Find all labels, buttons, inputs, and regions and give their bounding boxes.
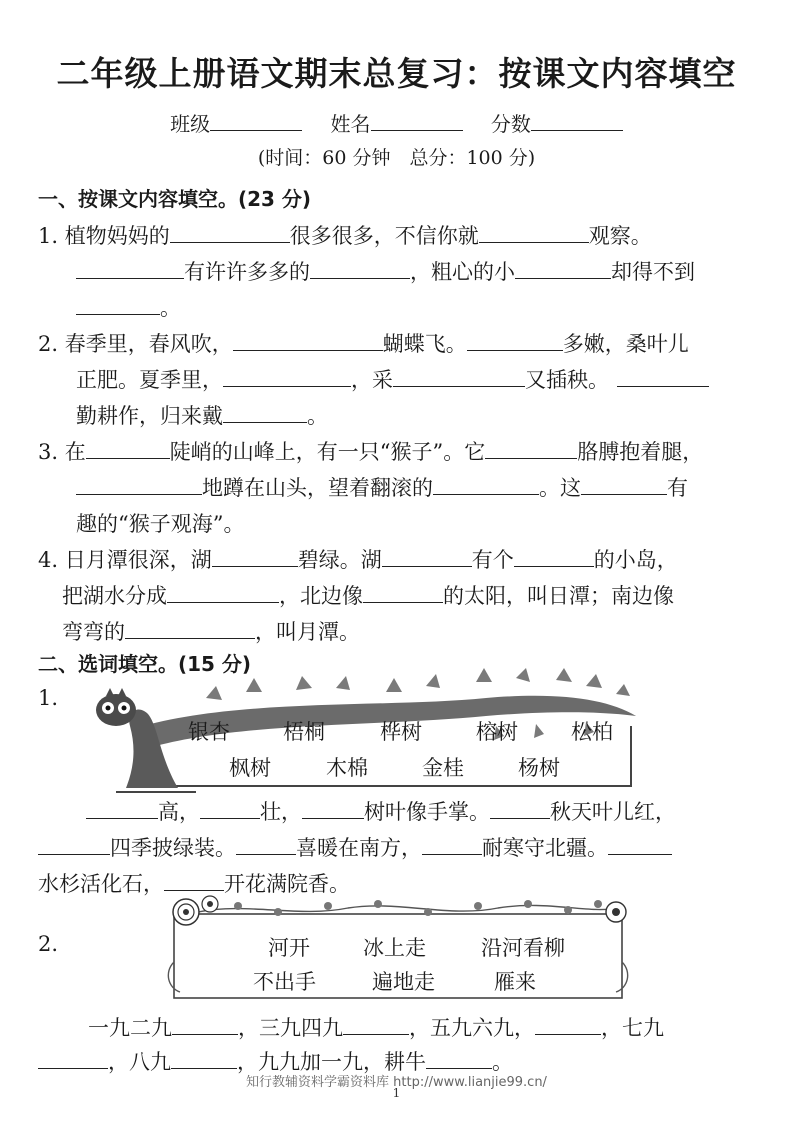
word-option[interactable]: 枫树 bbox=[229, 756, 271, 780]
fill-blank[interactable] bbox=[514, 546, 594, 567]
text: 却得不到 bbox=[611, 260, 695, 284]
fill-blank[interactable] bbox=[76, 258, 184, 279]
page-number: 1 bbox=[392, 1086, 401, 1100]
fill-blank[interactable] bbox=[490, 798, 550, 819]
text: ，采 bbox=[351, 368, 393, 392]
proverb-word-options bbox=[0, 932, 793, 992]
word-option[interactable]: 银杏 bbox=[188, 720, 230, 744]
q4-line1 bbox=[38, 544, 678, 574]
fill-blank[interactable] bbox=[170, 222, 290, 243]
fill-blank[interactable] bbox=[223, 402, 307, 423]
text: ，七九 bbox=[601, 1016, 664, 1040]
text: 碧绿。湖 bbox=[297, 548, 382, 572]
fill-blank[interactable] bbox=[164, 870, 224, 891]
fill-blank[interactable] bbox=[479, 222, 589, 243]
text: 地蹲在山头，望着翻滚的 bbox=[202, 476, 433, 500]
fill-blank[interactable] bbox=[236, 834, 296, 855]
s2-q1-line2 bbox=[38, 832, 672, 862]
word-option[interactable]: 木棉 bbox=[326, 756, 368, 780]
footer-watermark: 知行教辅资料学霸资料库 http://www.lianjie99.cn/ bbox=[246, 1075, 547, 1090]
word-option[interactable]: 遍地走 bbox=[372, 970, 435, 994]
fill-blank[interactable] bbox=[467, 330, 563, 351]
text: 树叶像手掌。 bbox=[364, 800, 490, 824]
q2-line2 bbox=[76, 364, 709, 394]
text: 2. 春季里，春风吹， bbox=[38, 332, 233, 356]
text: 多嫩，桑叶儿 bbox=[562, 332, 689, 356]
word-option[interactable]: 河开 bbox=[268, 936, 310, 960]
fill-blank[interactable] bbox=[485, 438, 577, 459]
text: ，九九加一九，耕牛 bbox=[237, 1050, 426, 1074]
word-option[interactable]: 桦树 bbox=[380, 720, 422, 744]
fill-blank[interactable] bbox=[393, 366, 525, 387]
text: 正肥。夏季里， bbox=[76, 368, 223, 392]
text: 胳膊抱着腿， bbox=[577, 440, 704, 464]
fill-blank[interactable] bbox=[426, 1048, 492, 1069]
word-option[interactable]: 梧桐 bbox=[283, 720, 325, 744]
word-option[interactable]: 雁来 bbox=[494, 970, 536, 994]
fill-blank[interactable] bbox=[38, 1048, 108, 1069]
s2-q1-line1 bbox=[86, 796, 676, 826]
fill-blank[interactable] bbox=[581, 474, 667, 495]
fill-blank[interactable] bbox=[200, 798, 260, 819]
text: 的太阳，叫日潭；南边像 bbox=[443, 584, 674, 608]
fill-blank[interactable] bbox=[382, 546, 472, 567]
q1-line1 bbox=[38, 220, 652, 250]
text: 耐寒守北疆。 bbox=[482, 836, 608, 860]
q2-number: 2. bbox=[38, 932, 59, 956]
word-option[interactable]: 金桂 bbox=[422, 756, 464, 780]
text: 。这 bbox=[539, 476, 581, 500]
fill-blank[interactable] bbox=[76, 294, 160, 315]
fill-blank[interactable] bbox=[422, 834, 482, 855]
q3-line2 bbox=[76, 472, 688, 502]
tree-word-options bbox=[0, 716, 793, 780]
text: 4. 日月潭很深，湖 bbox=[38, 548, 212, 572]
fill-blank[interactable] bbox=[310, 258, 410, 279]
score-blank[interactable] bbox=[531, 112, 623, 131]
text: 。 bbox=[160, 296, 181, 320]
fill-blank[interactable] bbox=[86, 438, 170, 459]
q4-line2 bbox=[62, 580, 674, 610]
fill-blank[interactable] bbox=[38, 834, 110, 855]
q3-line1 bbox=[38, 436, 703, 466]
text: ，五九六九， bbox=[409, 1016, 535, 1040]
text: 开花满院香。 bbox=[224, 872, 350, 896]
word-option[interactable]: 不出手 bbox=[253, 970, 316, 994]
fill-blank[interactable] bbox=[212, 546, 298, 567]
text: 弯弯的 bbox=[62, 620, 125, 644]
text: 又插秧。 bbox=[525, 368, 609, 392]
text: 1. 植物妈妈的 bbox=[38, 224, 170, 248]
text: 陡峭的山峰上，有一只“猴子”。它 bbox=[169, 440, 486, 464]
fill-blank[interactable] bbox=[608, 834, 672, 855]
fill-blank[interactable] bbox=[302, 798, 364, 819]
q2-line3 bbox=[76, 400, 328, 430]
text: ，三九四九 bbox=[238, 1016, 343, 1040]
s2-q2-line1 bbox=[88, 1012, 664, 1042]
text: 。 bbox=[307, 404, 328, 428]
text: 秋天叶儿红， bbox=[550, 800, 676, 824]
class-blank[interactable] bbox=[210, 112, 302, 131]
score-label: 分数 bbox=[490, 112, 531, 136]
time-score-line: (时间：60 分钟 总分：100 分) bbox=[257, 147, 536, 169]
name-blank[interactable] bbox=[371, 112, 463, 131]
rose-icon bbox=[173, 896, 218, 925]
text: ，叫月潭。 bbox=[255, 620, 360, 644]
fill-blank[interactable] bbox=[515, 258, 611, 279]
text: 壮， bbox=[260, 800, 302, 824]
text: 3. 在 bbox=[38, 440, 86, 464]
word-option[interactable]: 松柏 bbox=[571, 720, 613, 744]
text: ，北边像 bbox=[279, 584, 363, 608]
name-label: 姓名 bbox=[330, 112, 371, 136]
text: 高， bbox=[158, 800, 200, 824]
fill-blank[interactable] bbox=[617, 366, 709, 387]
text: 很多很多，不信你就 bbox=[289, 224, 479, 248]
text: ，八九 bbox=[108, 1050, 171, 1074]
q4-line3 bbox=[62, 616, 360, 646]
text: 观察。 bbox=[588, 224, 652, 248]
q1-number: 1. bbox=[38, 686, 59, 710]
fill-blank[interactable] bbox=[76, 474, 202, 495]
text: 四季披绿装。 bbox=[110, 836, 236, 860]
fill-blank[interactable] bbox=[125, 618, 255, 639]
q2-line1 bbox=[38, 328, 689, 358]
word-option[interactable]: 冰上走 bbox=[363, 936, 426, 960]
q1-line2 bbox=[76, 256, 695, 286]
word-option[interactable]: 榕树 bbox=[476, 720, 518, 744]
section1-heading: 一、按课文内容填空。(23 分) bbox=[38, 187, 312, 211]
vine-line bbox=[198, 905, 618, 912]
fill-blank[interactable] bbox=[86, 798, 158, 819]
q3-line3 bbox=[76, 508, 244, 538]
text: 。 bbox=[492, 1050, 513, 1074]
text: 有 bbox=[667, 476, 688, 500]
fill-blank[interactable] bbox=[171, 1048, 237, 1069]
class-label: 班级 bbox=[170, 112, 211, 136]
fill-blank[interactable] bbox=[223, 366, 351, 387]
student-info-row bbox=[0, 108, 793, 137]
text: 蝴蝶飞。 bbox=[382, 332, 467, 356]
text: 把湖水分成 bbox=[62, 584, 167, 608]
text: 勤耕作，归来戴 bbox=[76, 404, 223, 428]
fill-blank[interactable] bbox=[167, 582, 279, 603]
fill-blank[interactable] bbox=[343, 1014, 409, 1035]
page-title: 二年级上册语文期末总复习：按课文内容填空 bbox=[56, 54, 737, 93]
text: 喜暖在南方， bbox=[296, 836, 422, 860]
text: 有个 bbox=[471, 548, 514, 572]
text: ，粗心的小 bbox=[410, 260, 515, 284]
q1-line3 bbox=[76, 292, 181, 322]
text: 趣的“猴子观海”。 bbox=[76, 512, 245, 536]
word-option[interactable]: 杨树 bbox=[518, 756, 560, 780]
section2-heading: 二、选词填空。(15 分) bbox=[38, 652, 252, 676]
fill-blank[interactable] bbox=[233, 330, 383, 351]
text: 有许许多多的 bbox=[184, 260, 310, 284]
fill-blank[interactable] bbox=[172, 1014, 238, 1035]
text: 一九二九 bbox=[88, 1016, 172, 1040]
rose-icon bbox=[606, 902, 626, 922]
word-option[interactable]: 沿河看柳 bbox=[481, 936, 565, 960]
text: 水杉活化石， bbox=[38, 872, 164, 896]
fill-blank[interactable] bbox=[535, 1014, 601, 1035]
text: 的小岛， bbox=[593, 548, 678, 572]
fill-blank[interactable] bbox=[433, 474, 539, 495]
fill-blank[interactable] bbox=[363, 582, 443, 603]
